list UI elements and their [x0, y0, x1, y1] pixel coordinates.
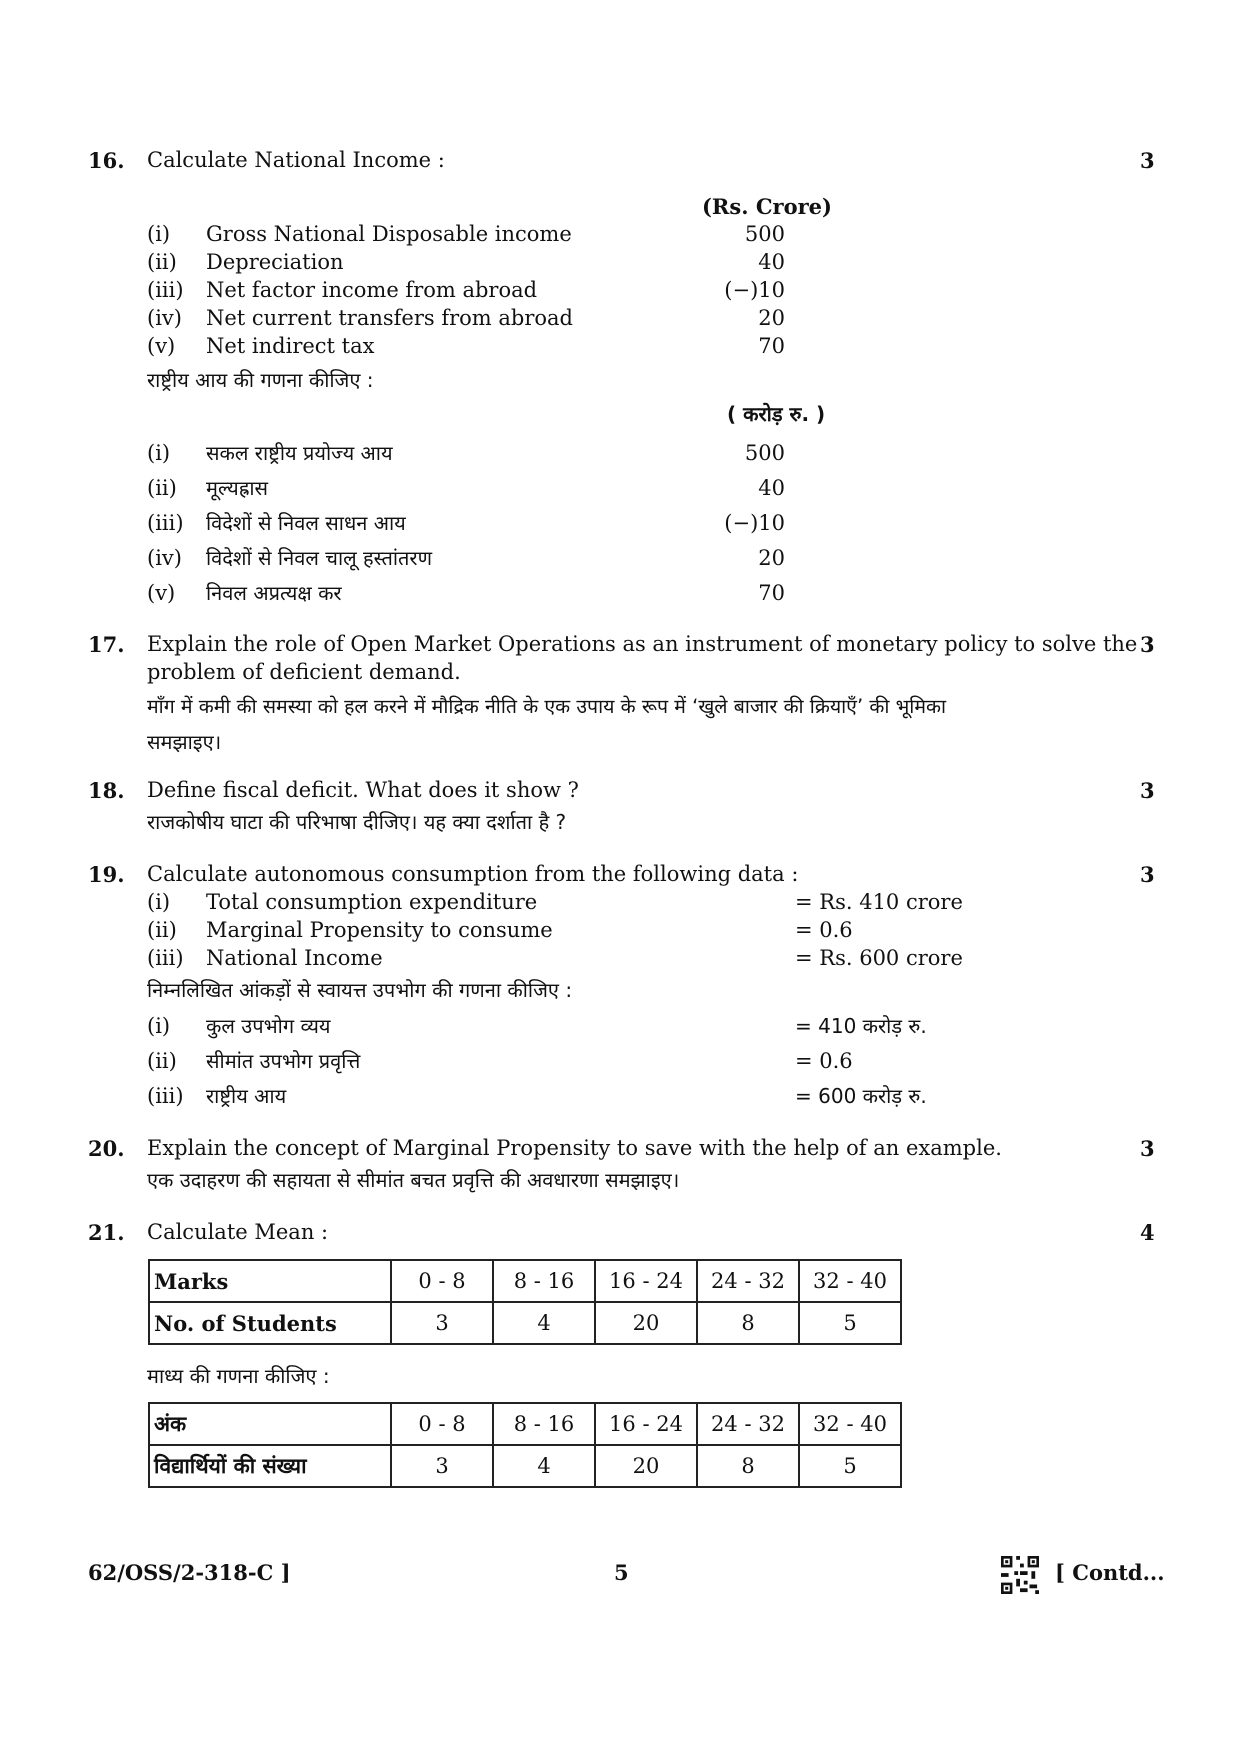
item-number: (iv) [147, 546, 182, 570]
q19-hindi-title: निम्नलिखित आंकड़ों से स्वायत्त उपभोग की गणना कीजिए : [147, 978, 573, 1002]
table-cell: 0 - 8 [391, 1403, 493, 1445]
item-value: 40 [758, 250, 785, 274]
table-cell: 16 - 24 [595, 1260, 697, 1302]
item-number: (ii) [147, 476, 177, 500]
table-cell: 8 [697, 1302, 799, 1344]
q20-marks: 3 [1140, 1136, 1155, 1161]
table-cell: 20 [595, 1445, 697, 1487]
item-label: सकल राष्ट्रीय प्रयोज्य आय [206, 441, 393, 465]
marks-table [148, 1259, 902, 1345]
item-number: (iii) [147, 1084, 184, 1108]
q17-text-line2: problem of deficient demand. [147, 660, 461, 684]
table-row [149, 1403, 901, 1445]
q20-hindi-text: एक उदाहरण की सहायता से सीमांत बचत प्रवृत्ति की अवधारणा समझाइए। [147, 1168, 680, 1192]
item-value: = 410 करोड़ रु. [795, 1014, 927, 1038]
q17-text-line1: Explain the role of Open Market Operations as an instrument of monetary policy to solve the [147, 632, 1138, 656]
table-cell: 32 - 40 [799, 1403, 901, 1445]
item-number: (i) [147, 441, 171, 465]
item-number: (ii) [147, 1049, 177, 1073]
table-cell: 16 - 24 [595, 1403, 697, 1445]
item-number: (i) [147, 890, 171, 914]
item-value: 500 [744, 222, 785, 246]
table-row [149, 1445, 901, 1487]
q17-hindi-line1: माँग में कमी की समस्या को हल करने में मौद्रिक नीति के एक उपाय के रूप में ‘खुले बाजार की क्रियाएँ’ की भूमिका [147, 695, 947, 718]
item-number: (v) [147, 334, 176, 358]
item-label: National Income [206, 946, 383, 970]
table-header-cell: No. of Students [149, 1302, 391, 1344]
q21-title: Calculate Mean : [147, 1220, 329, 1244]
q17-number: 17. [88, 632, 125, 657]
item-label: निवल अप्रत्यक्ष कर [206, 581, 342, 605]
table-header-cell: विद्यार्थियों की संख्या [149, 1445, 391, 1487]
table-cell: 4 [493, 1445, 595, 1487]
table-cell: 5 [799, 1302, 901, 1344]
q19-marks: 3 [1140, 862, 1155, 887]
page-number: 5 [614, 1560, 629, 1585]
item-number: (ii) [147, 918, 177, 942]
continued-marker: [ Contd... [1055, 1560, 1165, 1585]
item-number: (ii) [147, 250, 177, 274]
item-number: (i) [147, 1014, 171, 1038]
q16-unit: (Rs. Crore) [702, 194, 832, 219]
item-label: Net factor income from abroad [206, 278, 538, 302]
item-label: कुल उपभोग व्यय [206, 1014, 331, 1038]
q18-hindi-text: राजकोषीय घाटा की परिभाषा दीजिए। यह क्या दर्शाता है ? [147, 810, 567, 834]
q18-number: 18. [88, 778, 125, 803]
item-number: (iii) [147, 278, 184, 302]
q16-title: Calculate National Income : [147, 148, 445, 172]
q20-text: Explain the concept of Marginal Propensity to save with the help of an example. [147, 1136, 1002, 1160]
q21-hindi-title: माध्य की गणना कीजिए : [147, 1364, 330, 1388]
item-number: (i) [147, 222, 171, 246]
item-value: (−)10 [724, 511, 785, 535]
item-value: 500 [744, 441, 785, 465]
item-value: = 0.6 [795, 1049, 853, 1073]
table-row [149, 1260, 901, 1302]
paper-code: 62/OSS/2-318-C ] [88, 1560, 291, 1585]
item-number: (iv) [147, 306, 182, 330]
table-cell: 3 [391, 1302, 493, 1344]
q18-text: Define fiscal deficit. What does it show ? [147, 778, 579, 802]
item-number: (v) [147, 581, 176, 605]
item-label: राष्ट्रीय आय [206, 1084, 287, 1108]
item-value: (−)10 [724, 278, 785, 302]
table-header-cell: अंक [149, 1403, 391, 1445]
item-value: 40 [758, 476, 785, 500]
q21-marks: 4 [1140, 1220, 1155, 1245]
table-cell: 4 [493, 1302, 595, 1344]
table-cell: 20 [595, 1302, 697, 1344]
item-value: = 0.6 [795, 918, 853, 942]
q18-marks: 3 [1140, 778, 1155, 803]
item-number: (iii) [147, 946, 184, 970]
q19-number: 19. [88, 862, 125, 887]
item-label: Total consumption expenditure [206, 890, 538, 914]
item-label: विदेशों से निवल चालू हस्तांतरण [206, 546, 433, 570]
q20-number: 20. [88, 1136, 125, 1161]
table-cell: 8 - 16 [493, 1260, 595, 1302]
item-label: Gross National Disposable income [206, 222, 572, 246]
item-label: सीमांत उपभोग प्रवृत्ति [206, 1049, 361, 1073]
item-label: Net current transfers from abroad [206, 306, 573, 330]
table-cell: 0 - 8 [391, 1260, 493, 1302]
item-number: (iii) [147, 511, 184, 535]
item-value: 70 [758, 334, 785, 358]
item-value: = Rs. 410 crore [795, 890, 963, 914]
table-row [149, 1302, 901, 1344]
item-label: विदेशों से निवल साधन आय [206, 511, 406, 535]
item-label: Depreciation [206, 250, 344, 274]
table-cell: 5 [799, 1445, 901, 1487]
item-value: 70 [758, 581, 785, 605]
marks-table-hindi [148, 1402, 902, 1488]
table-cell: 24 - 32 [697, 1403, 799, 1445]
item-value: = 600 करोड़ रु. [795, 1084, 927, 1108]
table-header-cell: Marks [149, 1260, 391, 1302]
q21-number: 21. [88, 1220, 125, 1245]
item-label: मूल्यह्रास [206, 476, 269, 500]
qr-code-icon [1001, 1556, 1039, 1594]
table-cell: 32 - 40 [799, 1260, 901, 1302]
item-value: 20 [758, 546, 785, 570]
item-value: 20 [758, 306, 785, 330]
table-cell: 24 - 32 [697, 1260, 799, 1302]
q16-hindi-unit: ( करोड़ रु. ) [727, 402, 826, 426]
item-value: = Rs. 600 crore [795, 946, 963, 970]
q19-title: Calculate autonomous consumption from the following data : [147, 862, 799, 886]
q16-marks: 3 [1140, 148, 1155, 173]
item-label: Net indirect tax [206, 334, 375, 358]
item-label: Marginal Propensity to consume [206, 918, 553, 942]
table-cell: 3 [391, 1445, 493, 1487]
table-cell: 8 [697, 1445, 799, 1487]
table-cell: 8 - 16 [493, 1403, 595, 1445]
q17-marks: 3 [1140, 632, 1155, 657]
q16-number: 16. [88, 148, 125, 173]
q16-hindi-title: राष्ट्रीय आय की गणना कीजिए : [147, 368, 374, 392]
q17-hindi-line2: समझाइए। [147, 730, 222, 754]
